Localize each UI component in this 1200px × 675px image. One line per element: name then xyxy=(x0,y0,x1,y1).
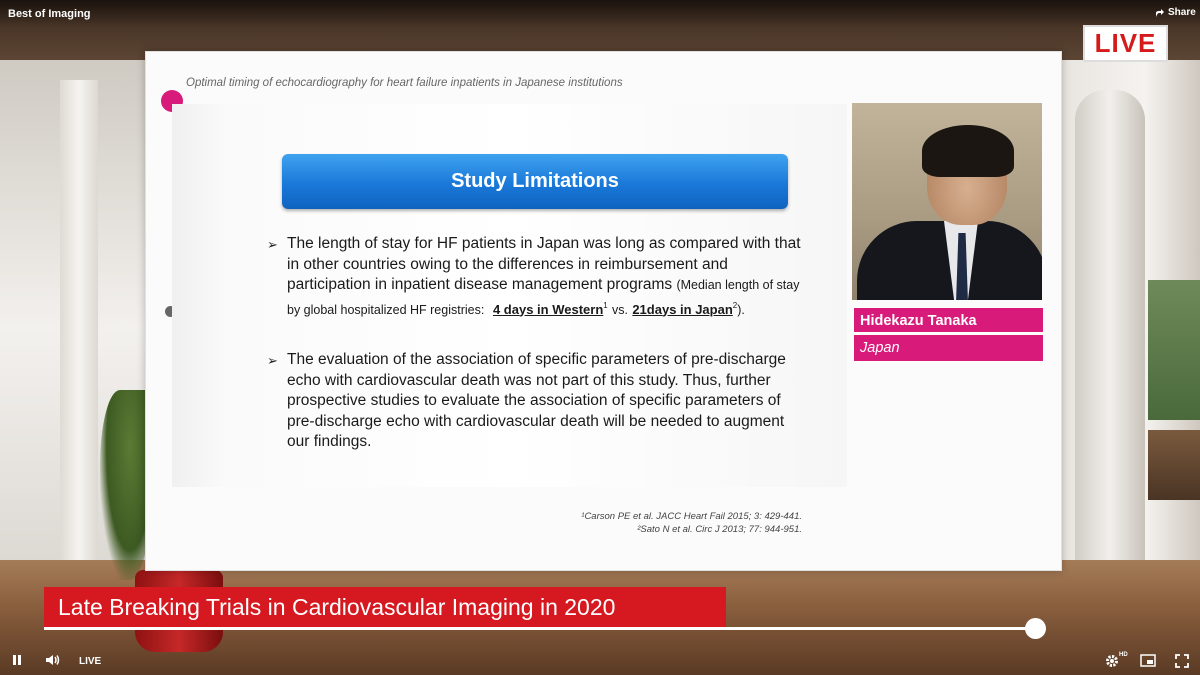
top-bar xyxy=(0,0,1200,28)
volume-button[interactable] xyxy=(45,654,61,666)
right-pillar xyxy=(1075,90,1145,590)
bullet-1-japan: 21days in Japan xyxy=(632,301,733,317)
right-window-lower xyxy=(1148,430,1200,500)
reference-2: ²Sato N et al. Circ J 2013; 77: 944-951. xyxy=(637,524,802,535)
player-controls xyxy=(0,650,1200,675)
speaker-video xyxy=(852,103,1042,300)
bullet-1-main: The length of stay for HF patients in Japan was long as compared with that in other countries owing to the differences in reimbursement and participation in inpatient disease management programs xyxy=(287,235,801,293)
references xyxy=(502,510,802,536)
pip-button[interactable] xyxy=(1140,654,1156,667)
bullet-1-note-post: ). xyxy=(737,302,745,317)
volume-icon xyxy=(45,654,61,666)
bullet-arrow-icon: ➢ xyxy=(267,237,278,252)
settings-icon xyxy=(1105,654,1119,668)
slide-header: Optimal timing of echocardiography for heart failure inpatients in Japanese institutions xyxy=(186,77,623,89)
slide-title: Study Limitations xyxy=(451,170,619,192)
progress-bar[interactable] xyxy=(44,627,1044,630)
speaker-name: Hidekazu Tanaka xyxy=(853,307,1044,333)
share-button[interactable] xyxy=(1155,7,1196,18)
live-status[interactable]: LIVE xyxy=(79,656,102,667)
share-label: Share xyxy=(1168,7,1196,18)
share-icon xyxy=(1155,8,1165,18)
speaker-country: Japan xyxy=(853,334,1044,362)
pause-icon xyxy=(12,654,22,666)
presentation-screen xyxy=(145,51,1062,571)
plant xyxy=(100,390,150,580)
bullet-arrow-icon: ➢ xyxy=(267,353,278,368)
progress-knob[interactable] xyxy=(1025,618,1046,639)
fullscreen-button[interactable] xyxy=(1175,654,1189,668)
left-pillar xyxy=(60,80,98,600)
speaker-hair xyxy=(922,125,1014,177)
lower-third-banner: Late Breaking Trials in Cardiovascular Imaging in 2020 xyxy=(44,587,726,627)
bullet-point-2 xyxy=(267,350,807,453)
bullet-1-western: 4 days in Western xyxy=(492,301,604,317)
live-badge-label: LIVE xyxy=(1094,28,1157,58)
right-window xyxy=(1148,280,1200,420)
fullscreen-icon xyxy=(1175,654,1189,668)
bullet-1-western-sup: 1 xyxy=(603,300,608,310)
pip-icon xyxy=(1140,654,1156,667)
bullet-2-text: The evaluation of the association of specific parameters of pre-discharge echo with cardiovascular death was not part of this study. Thus, further prospective studies to evaluate the association of specific parameters of pre-discharge echo with cardiovascular death will be needed to augment our findings. xyxy=(287,351,786,450)
hd-badge: HD xyxy=(1119,652,1128,658)
reference-1: ¹Carson PE et al. JACC Heart Fail 2015; 3: 429-441. xyxy=(581,511,802,522)
bullet-point-1 xyxy=(267,234,807,320)
bullet-1-note-pre: (Median length of stay by global hospitalized HF registries: xyxy=(287,278,800,317)
slide-title-box xyxy=(282,154,788,209)
live-badge xyxy=(1083,25,1168,62)
settings-button[interactable] xyxy=(1105,654,1119,668)
channel-title: Best of Imaging xyxy=(8,8,91,20)
bullet-1-vs: vs. xyxy=(612,302,629,317)
bullet-1-japan-sup: 2 xyxy=(732,300,738,310)
pause-button[interactable] xyxy=(12,654,22,666)
slide-body xyxy=(172,104,847,535)
